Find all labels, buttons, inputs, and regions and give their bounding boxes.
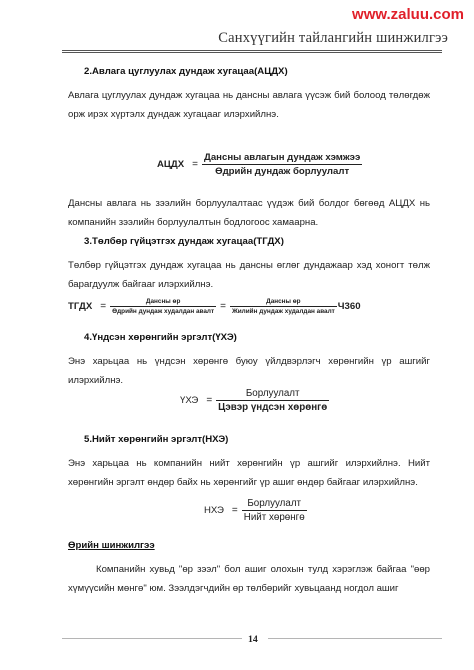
fraction-numerator: Борлуулалт [247,498,302,509]
fraction [242,498,307,523]
formula-lhs: ТГДХ [68,301,93,312]
paragraph-nhe-definition: Энэ харьцаа нь компанийн нийт хөрөнгийн үр ашгийг илэрхийлнэ. Нийт хөрөнгийн эргэлт өндөр байх нь хөрөнгийг үр ашиг өндөр байгааг илэрхийлнэ. [68,458,430,488]
fraction-denominator: Цэвэр үндсэн хөрөнгө [218,402,328,413]
footer-divider-left [62,638,242,639]
fraction-denominator: Өдрийн дундаж борлуулалт [215,166,350,177]
fraction [216,388,329,413]
fraction-numerator: Дансны авлагын дундаж хэмжээ [204,152,361,163]
formula-lhs: ҮХЭ [180,395,199,406]
formula-lhs: НХЭ [204,505,224,516]
equals-sign: = [220,301,226,312]
fraction-denominator: Нийт хөрөнгө [243,512,305,523]
fraction-annual [230,298,337,315]
site-watermark: www.zaluu.com [352,6,464,23]
fraction-denominator: Жилийн дундаж худалдан авалт [231,308,335,315]
formula-uhe [180,388,329,413]
fraction-bar [202,164,362,165]
fraction-denominator: Өдрийн дундаж худалдан авалт [112,308,215,315]
equals-sign: = [231,505,238,516]
fraction-numerator: Борлуулалт [245,388,300,399]
formula-nhe [204,498,307,523]
paragraph-uhe-definition: Энэ харьцаа нь үндсэн хөрөнгө буюу үйлдвэрлэгч хөрөнгийн үр ашгийг илэрхийлнэ. [68,356,430,386]
section-heading-tgdh: 3.Төлбөр гүйцэтгэх дундаж хугацаа(ТГДХ) [84,236,284,247]
header-divider [62,50,442,53]
section-heading-nhe: 5.Нийт хөрөнгийн эргэлт(НХЭ) [84,434,229,445]
formula-tgdh [68,298,365,315]
section-heading-debt-analysis: Өрийн шинжилгээ [68,540,155,551]
fraction-bar [230,306,337,307]
fraction-numerator: Дансны өр [266,298,301,305]
formula-lhs: АЦДХ [157,159,185,170]
section-heading-acdh: 2.Авлага цуглуулах дундаж хугацаа(АЦДХ) [84,66,288,77]
equals-sign: = [206,395,213,406]
equals-sign: = [100,301,107,312]
fraction-daily [110,298,216,315]
formula-acdh [157,152,362,177]
section-heading-uhe: 4.Үндсэн хөрөнгийн эргэлт(ҮХЭ) [84,332,237,343]
formula-multiplier: Ч360 [337,301,361,312]
fraction-numerator: Дансны өр [145,298,181,305]
footer-divider-right [268,638,442,639]
fraction-bar [242,510,307,511]
fraction-bar [216,400,329,401]
paragraph-acdh-dependency: Дансны авлага нь зээлийн борлуулалтаас үүдэж бий болдог бөгөөд АЦДХ нь компанийн зээлийн борлуулалтын бодлогоос хамаарна. [68,198,430,228]
page-header-title: Санхүүгийн тайлангийн шинжилгээ [218,30,448,46]
paragraph-tgdh-definition: Төлбөр гүйцэтгэх дундаж хугацаа нь дансны өглөг дундажаар хэд хоногт төлж барагдуулж байгааг илэрхийлнэ. [68,260,430,290]
fraction-bar [110,306,216,307]
fraction [202,152,362,177]
paragraph-acdh-definition: Авлага цуглуулах дундаж хугацаа нь дансны авлага үүсэж бий болоод төлөгдөж орж ирэх хүртэлх дундаж хугацааг илэрхийлнэ. [68,90,430,120]
equals-sign: = [192,159,199,170]
paragraph-debt-intro: Компанийн хувьд "өр зээл" бол ашиг олохын тулд хэрэглэж байгаа "өөр хүмүүсийн мөнгө" юм. Зээлдэгчдийн өр төлбөрийг хувьцаанд ногдол ашиг [68,564,430,594]
page-number: 14 [245,634,261,645]
